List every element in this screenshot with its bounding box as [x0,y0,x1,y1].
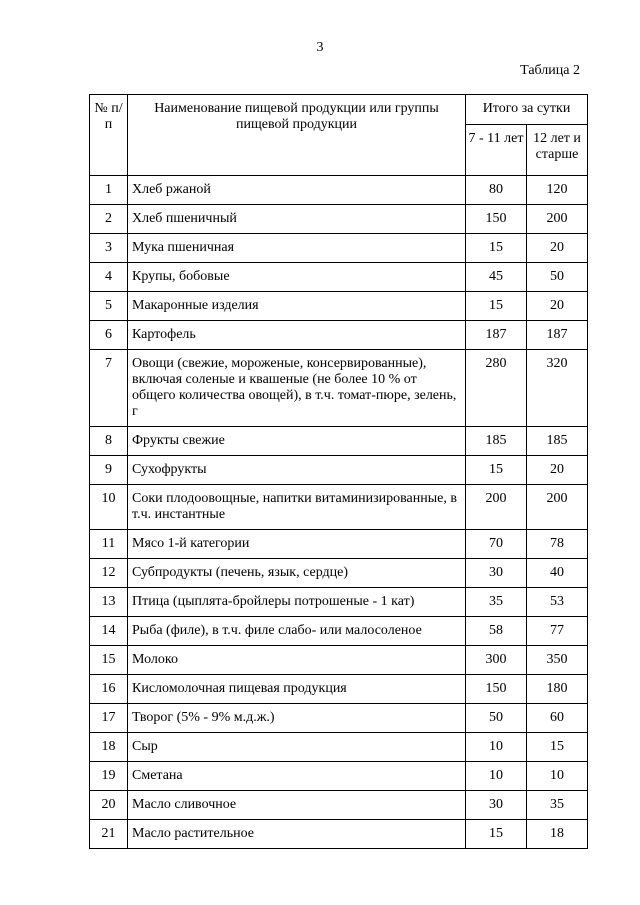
page-number: 3 [316,40,324,55]
row-number: 5 [90,292,128,321]
header-number: № п/п [90,95,128,176]
value-7-11: 58 [466,617,527,646]
value-7-11: 30 [466,791,527,820]
row-number: 3 [90,234,128,263]
value-12-plus: 187 [527,321,588,350]
value-12-plus: 15 [527,733,588,762]
table-row [90,588,588,617]
value-7-11: 10 [466,762,527,791]
value-7-11: 50 [466,704,527,733]
table-row [90,791,588,820]
row-number: 1 [90,176,128,205]
value-12-plus: 200 [527,485,588,530]
value-7-11: 15 [466,292,527,321]
row-number: 19 [90,762,128,791]
header-age-12-plus: 12 лет и старше [527,125,588,176]
row-number: 21 [90,820,128,849]
table-row [90,733,588,762]
product-name: Сыр [128,733,466,762]
row-number: 18 [90,733,128,762]
value-7-11: 187 [466,321,527,350]
product-name: Мясо 1-й категории [128,530,466,559]
row-number: 14 [90,617,128,646]
product-name: Фрукты свежие [128,427,466,456]
value-12-plus: 20 [527,292,588,321]
product-name: Крупы, бобовые [128,263,466,292]
header-age-7-11: 7 - 11 лет [466,125,527,176]
table-row [90,176,588,205]
value-7-11: 15 [466,234,527,263]
table-row [90,205,588,234]
product-name: Картофель [128,321,466,350]
product-name: Кисломолочная пищевая продукция [128,675,466,704]
row-number: 9 [90,456,128,485]
table-row [90,350,588,427]
value-12-plus: 120 [527,176,588,205]
product-name: Мука пшеничная [128,234,466,263]
table-header-row [90,95,588,125]
value-12-plus: 77 [527,617,588,646]
table-row [90,646,588,675]
product-name: Хлеб пшеничный [128,205,466,234]
table-row [90,675,588,704]
table-row [90,762,588,791]
product-name: Сметана [128,762,466,791]
value-7-11: 70 [466,530,527,559]
table-row [90,820,588,849]
value-7-11: 15 [466,456,527,485]
value-12-plus: 320 [527,350,588,427]
value-12-plus: 50 [527,263,588,292]
food-norms-table [89,94,588,849]
product-name: Сухофрукты [128,456,466,485]
product-name: Соки плодоовощные, напитки витаминизированные, в т.ч. инстантные [128,485,466,530]
table-row [90,617,588,646]
value-12-plus: 53 [527,588,588,617]
row-number: 16 [90,675,128,704]
table-row [90,704,588,733]
value-7-11: 280 [466,350,527,427]
value-12-plus: 40 [527,559,588,588]
table-row [90,321,588,350]
value-12-plus: 185 [527,427,588,456]
product-name: Молоко [128,646,466,675]
value-12-plus: 180 [527,675,588,704]
row-number: 12 [90,559,128,588]
table-row [90,263,588,292]
value-7-11: 80 [466,176,527,205]
value-12-plus: 78 [527,530,588,559]
table-row [90,530,588,559]
row-number: 10 [90,485,128,530]
value-7-11: 15 [466,820,527,849]
value-7-11: 185 [466,427,527,456]
value-7-11: 150 [466,675,527,704]
table-row [90,559,588,588]
product-name: Птица (цыплята-бройлеры потрошеные - 1 кат) [128,588,466,617]
value-12-plus: 200 [527,205,588,234]
value-12-plus: 350 [527,646,588,675]
row-number: 20 [90,791,128,820]
row-number: 7 [90,350,128,427]
value-12-plus: 60 [527,704,588,733]
product-name: Масло сливочное [128,791,466,820]
table-row [90,427,588,456]
row-number: 13 [90,588,128,617]
header-daily-total: Итого за сутки [466,95,588,125]
product-name: Субпродукты (печень, язык, сердце) [128,559,466,588]
product-name: Рыба (филе), в т.ч. филе слабо- или малосоленое [128,617,466,646]
value-12-plus: 10 [527,762,588,791]
product-name: Творог (5% - 9% м.д.ж.) [128,704,466,733]
table-row [90,456,588,485]
value-7-11: 200 [466,485,527,530]
table-row [90,292,588,321]
value-7-11: 300 [466,646,527,675]
value-7-11: 45 [466,263,527,292]
value-12-plus: 35 [527,791,588,820]
row-number: 15 [90,646,128,675]
row-number: 2 [90,205,128,234]
table-row [90,485,588,530]
value-7-11: 150 [466,205,527,234]
table-caption: Таблица 2 [520,63,580,78]
value-7-11: 30 [466,559,527,588]
product-name: Хлеб ржаной [128,176,466,205]
row-number: 11 [90,530,128,559]
value-12-plus: 20 [527,456,588,485]
product-name: Масло растительное [128,820,466,849]
header-product-name: Наименование пищевой продукции или группы пищевой продукции [128,95,466,176]
row-number: 17 [90,704,128,733]
row-number: 8 [90,427,128,456]
table-row [90,234,588,263]
row-number: 6 [90,321,128,350]
product-name: Макаронные изделия [128,292,466,321]
row-number: 4 [90,263,128,292]
value-7-11: 35 [466,588,527,617]
value-7-11: 10 [466,733,527,762]
value-12-plus: 20 [527,234,588,263]
product-name: Овощи (свежие, мороженые, консервированные), включая соленые и квашеные (не более 10 % от общего количества овощей), в т.ч. томат-пюре, зелень, г [128,350,466,427]
table-body [90,176,588,849]
value-12-plus: 18 [527,820,588,849]
